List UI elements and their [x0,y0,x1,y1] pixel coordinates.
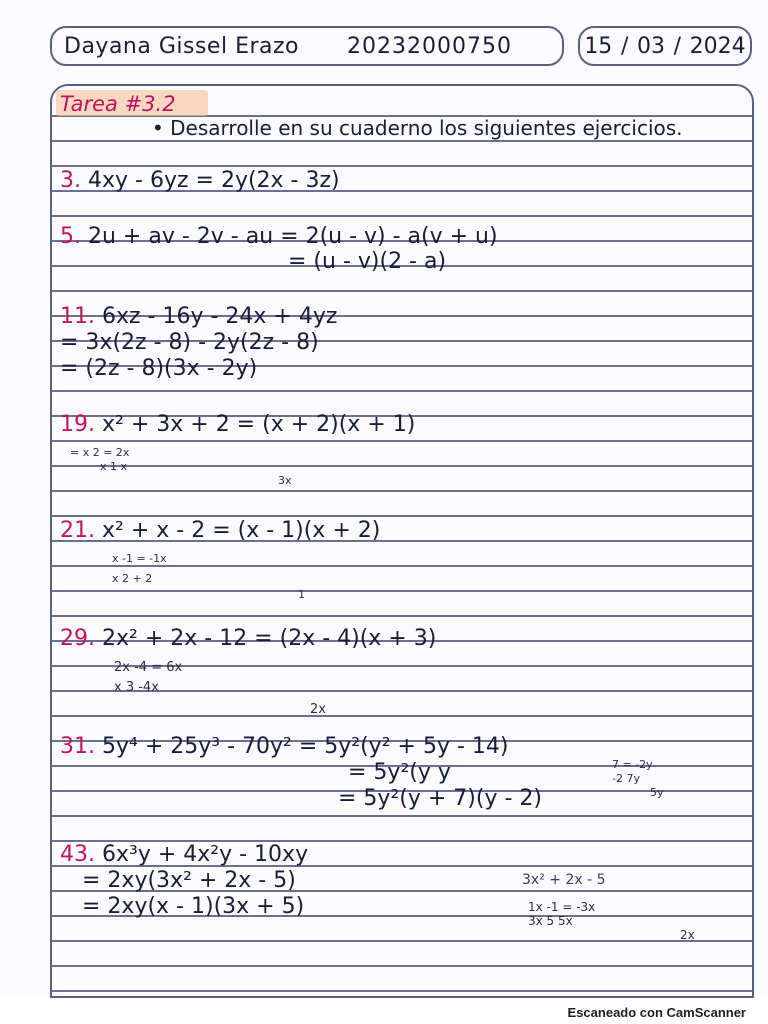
work-line: -2 7y [612,772,640,785]
work-line: x 3 -4x [114,680,159,695]
exercise-number: 3. [60,168,81,193]
date-field [578,26,752,66]
work-line: 2x -4 = 6x [114,660,183,675]
work-line: 1 [298,588,305,601]
date-day: 15 [584,33,613,59]
work-line: 3x [278,474,292,487]
work-line: 7 = -2y [612,758,653,771]
student-name: Dayana Gissel Erazo [64,33,299,59]
work-line: 2x [680,928,695,942]
work-line: 3x² + 2x - 5 [522,872,606,888]
exercise-line: = 2xy(3x² + 2x - 5) [82,868,296,893]
camscanner-watermark: Escaneado con CamScanner [567,1005,746,1020]
exercise-19 [60,412,415,437]
name-field [50,26,564,66]
exercise-line: = (u - v)(2 - a) [288,249,447,274]
exercise-5 [60,224,498,249]
work-line: 1x -1 = -3x [528,900,596,914]
work-line: x 1 x [100,460,128,473]
exercise-number: 5. [60,224,81,249]
student-id: 20232000750 [347,33,512,59]
exercise-line: 6xz - 16y - 24x + 4yz [102,304,338,329]
date-year: 2024 [689,33,746,59]
work-line: x 2 + 2 [112,572,153,585]
exercise-number: 43. [60,842,95,867]
exercise-43 [60,842,308,867]
ruled-sheet [50,84,754,998]
work-line: 5y [650,786,664,799]
exercise-line: = 5y²(y + 7)(y - 2) [338,786,542,811]
assignment-title: Tarea #3.2 [60,92,176,116]
assignment-instruction: • Desarrolle en su cuaderno los siguientes ejercicios. [152,116,683,140]
exercise-line: x² + 3x + 2 = (x + 2)(x + 1) [102,412,416,437]
exercise-line: = 3x(2z - 8) - 2y(2z - 8) [60,330,319,355]
exercise-line: x² + x - 2 = (x - 1)(x + 2) [102,518,381,543]
date-separator: / [673,33,682,59]
exercise-line: 5y⁴ + 25y³ - 70y² = 5y²(y² + 5y - 14) [102,734,509,759]
exercise-number: 31. [60,734,95,759]
exercise-3 [60,168,340,193]
exercise-number: 29. [60,626,95,651]
exercise-11 [60,304,337,329]
exercise-29 [60,626,436,651]
work-line: 2x [310,702,326,717]
exercise-number: 11. [60,304,95,329]
exercise-line: = (2z - 8)(3x - 2y) [60,356,258,381]
exercise-number: 19. [60,412,95,437]
exercise-21 [60,518,380,543]
work-line: 3x 5 5x [528,914,573,928]
exercise-line: 4xy - 6yz = 2y(2x - 3z) [88,168,340,193]
exercise-line: = 2xy(x - 1)(3x + 5) [82,894,305,919]
exercise-line: 6x³y + 4x²y - 10xy [102,842,309,867]
exercise-line: 2x² + 2x - 12 = (2x - 4)(x + 3) [102,626,437,651]
date-separator: / [620,33,629,59]
exercise-line: 2u + av - 2v - au = 2(u - v) - a(v + u) [88,224,498,249]
work-line: = x 2 = 2x [70,446,130,459]
exercise-31 [60,734,508,759]
exercise-number: 21. [60,518,95,543]
exercise-line: = 5y²(y y [348,760,451,785]
work-line: x -1 = -1x [112,552,167,565]
date-month: 03 [636,33,665,59]
